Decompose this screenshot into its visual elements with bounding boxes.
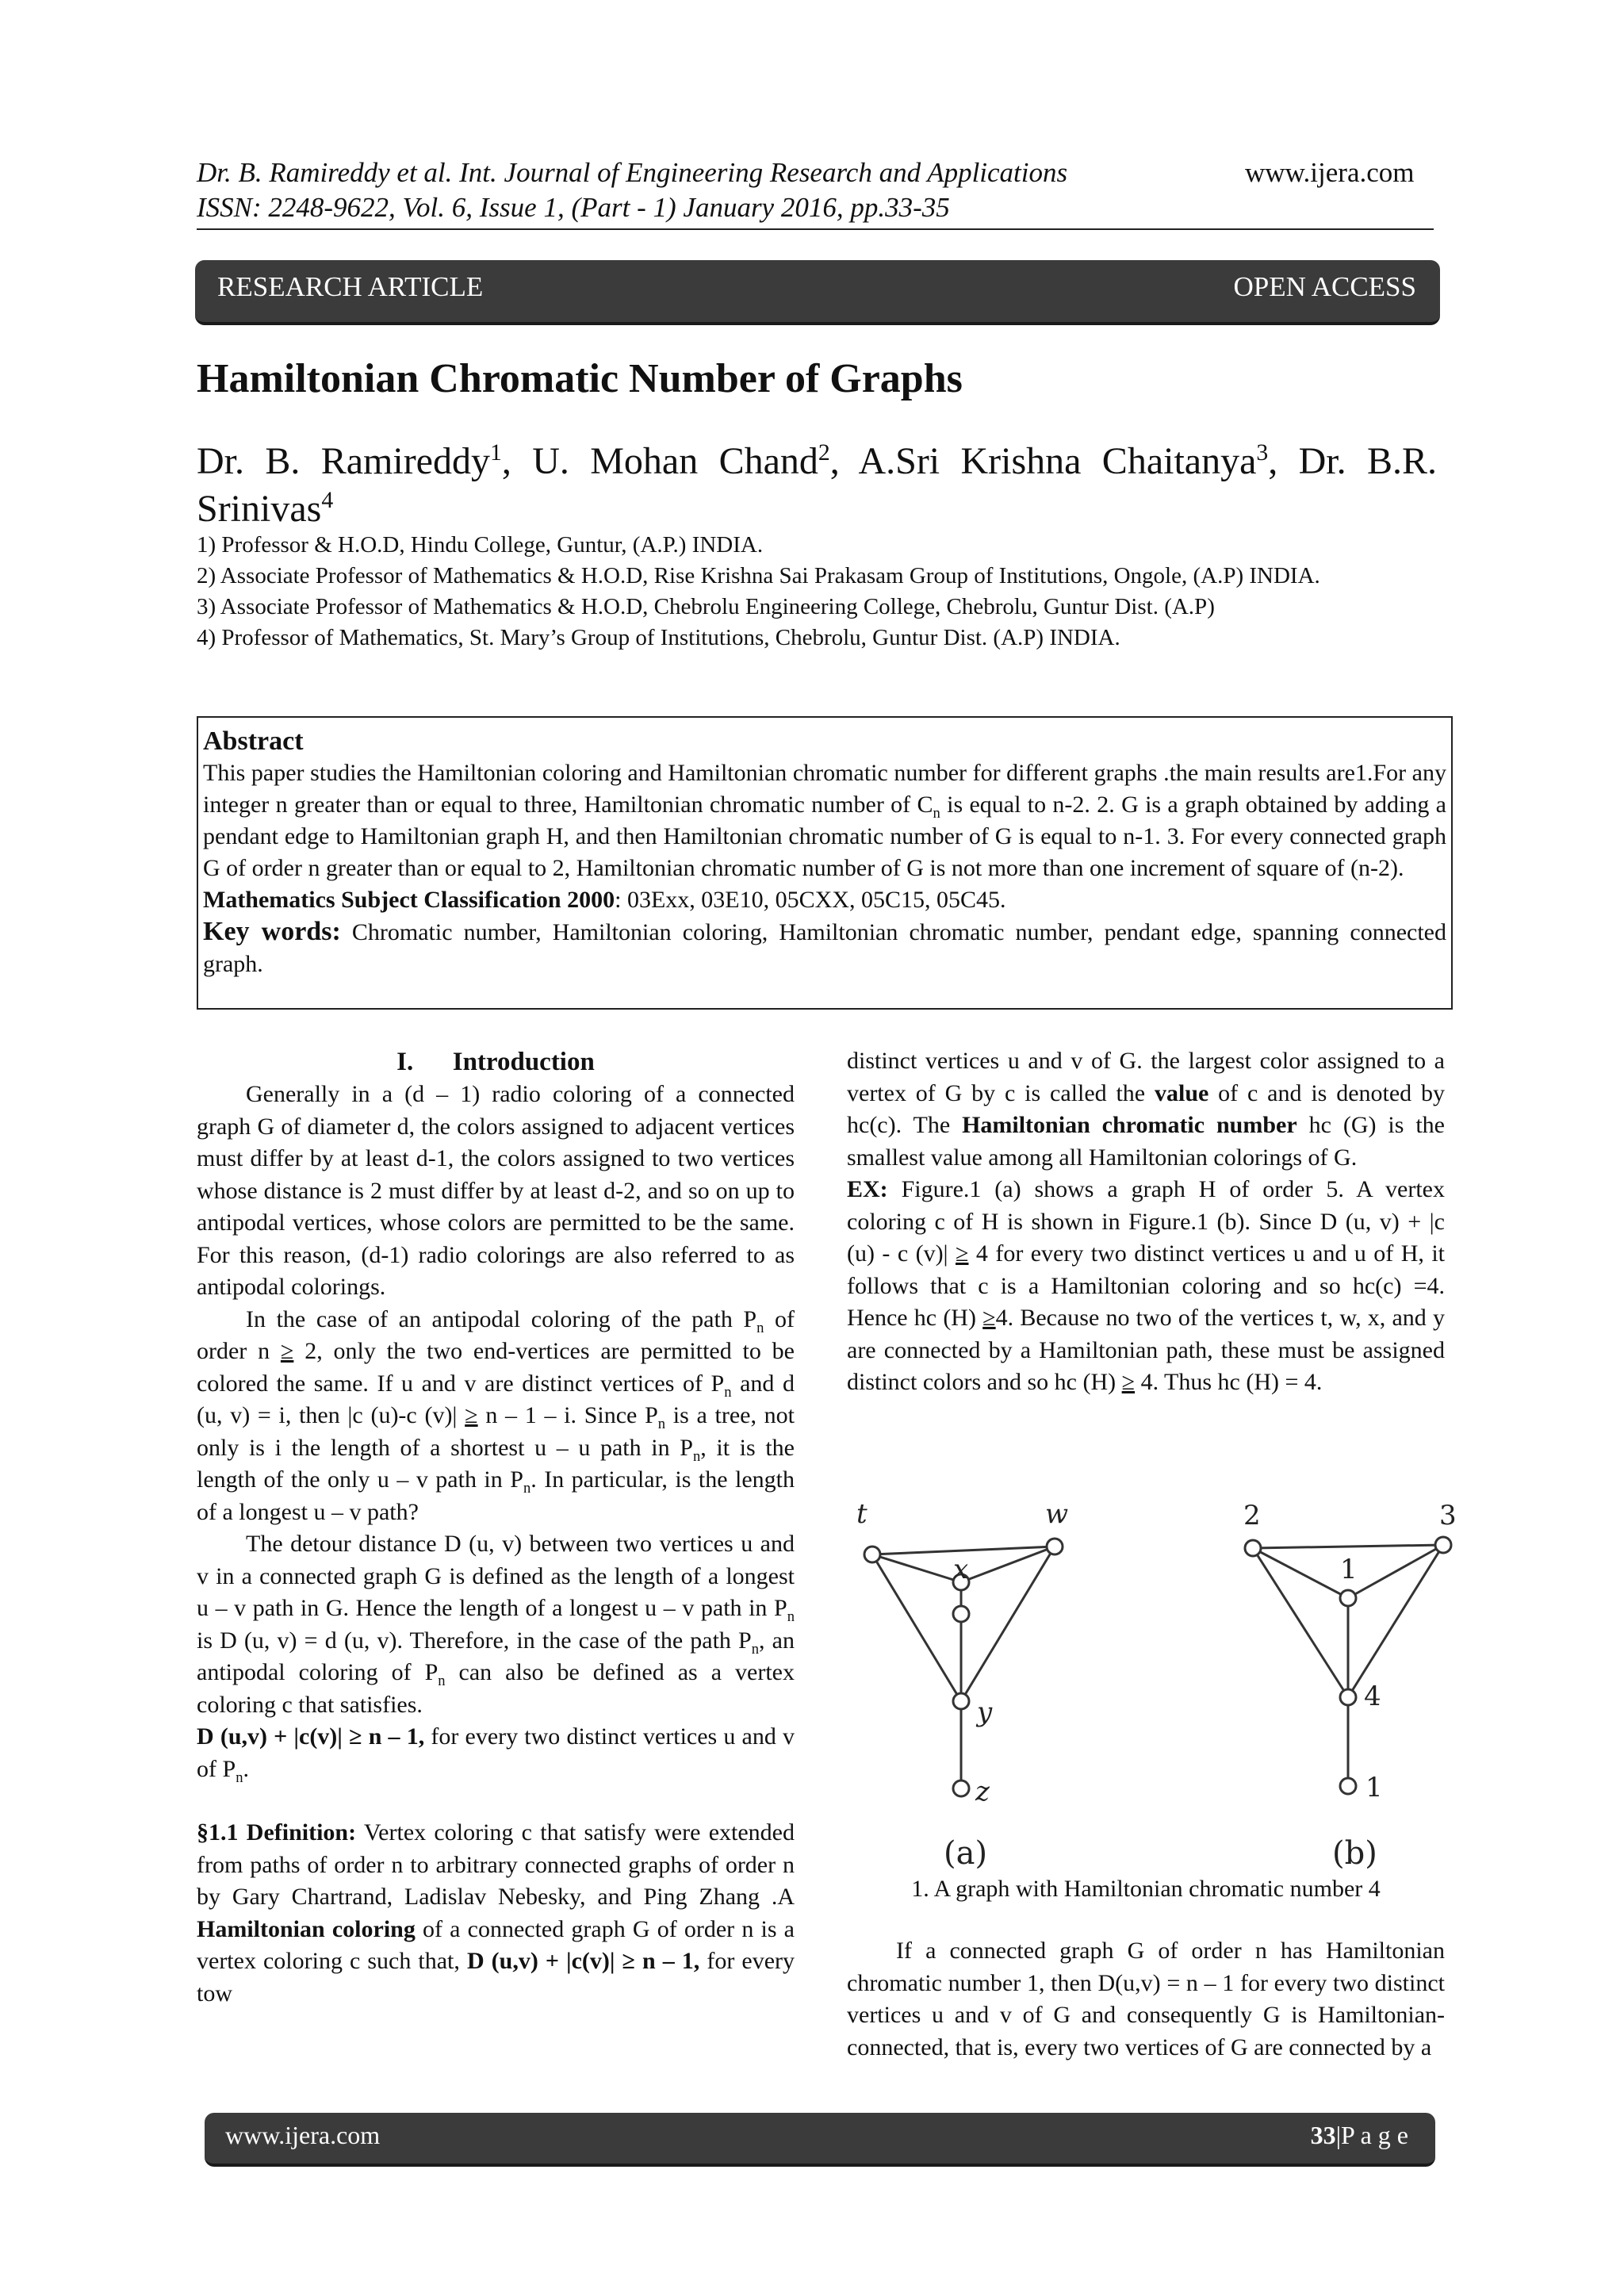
vertex-y (953, 1693, 969, 1709)
hamiltonian-connected-paragraph: If a connected graph G of order n has Hamiltonian chromatic number 1, then D(u,v) = n – 1 for every two distinct vertices u and v of G and consequently G is Hamiltonian-connected, that is, every two vertices of G are connected by a (847, 1938, 1445, 2060)
author-4-sup: 4 (321, 487, 334, 513)
label-b-1-top: 1 (1340, 1554, 1358, 1585)
vertex-b-1-bottom (1340, 1778, 1356, 1794)
author-1: Dr. B. Ramireddy (197, 440, 490, 482)
author-4-surname: Srinivas (197, 488, 322, 530)
keywords-line (203, 916, 1446, 980)
msc-value: : 03Exx, 03E10, 05CXX, 05C15, 05C45. (615, 887, 1006, 913)
subfigure-a-label: (a) (944, 1835, 988, 1872)
vertex-t (864, 1547, 880, 1562)
hamiltonian-definition-cont: distinct vertices u and v of G. the largest color assigned to a vertex of G by c is called the value of c and is denoted by hc(c). The Hamiltonian chromatic number hc (G) is the smallest value among all Hamiltonian colorings of G. (847, 1048, 1446, 1171)
intro-equation: D (u,v) + |c(v)| ≥ n – 1, for every two distinct vertices u and v of $P_n$. (197, 1723, 795, 1786)
affiliations (197, 530, 1437, 654)
vertex-z (953, 1780, 969, 1796)
abstract-box (197, 716, 1453, 1010)
abstract-text (203, 757, 1446, 884)
intro-paragraph-1: Generally in a (d – 1) radio coloring of a connected graph G of diameter d, the colors assigned to adjacent vertices must differ by at least d-1, the colors assigned to two vertices whose distance is 2 must differ by at least d-2, and so on up to antipodal vertices, whose colors are permitted to be the same. For this reason, (d-1) radio colorings are also referred to as antipodal colorings. (197, 1081, 795, 1300)
label-b-2: 2 (1243, 1500, 1261, 1531)
author-2-sup: 2 (818, 439, 830, 466)
label-t: t (856, 1498, 868, 1530)
authors-line1 (197, 438, 1437, 485)
affiliation-4: 4) Professor of Mathematics, St. Mary’s Group of Institutions, Chebrolu, Guntur Dist. (A.P) INDIA. (197, 625, 1120, 650)
header-website: www.ijera.com (1245, 157, 1415, 188)
journal-header-line1: Dr. B. Ramireddy et al. Int. Journal of Engineering Research and Applications (197, 157, 1068, 188)
footer-bar (205, 2113, 1435, 2167)
footer-page (1311, 2121, 1408, 2150)
keywords-label: Key words: (203, 917, 341, 946)
affiliation-3: 3) Associate Professor of Mathematics & H.O.D, Chebrolu Engineering College, Chebrolu, Guntur Dist. (A.P) (197, 594, 1215, 619)
intro-paragraph-3: The detour distance D (u, v) between two vertices u and v in a connected graph G is defined as the length of a longest u – v path in G. Hence the length of a longest u – v path in $P_n$ is D (u, v) = d (u, v). Therefore, in the case of the path $P_n$, an antipodal coloring of $P_n$ can also be defined as a vertex coloring c that satisfies. (197, 1531, 795, 1718)
left-column (197, 1045, 795, 2010)
vertex-b-2 (1245, 1540, 1261, 1556)
label-b-3: 3 (1439, 1500, 1457, 1531)
figure-caption: 1. A graph with Hamiltonian chromatic number 4 (911, 1876, 1381, 1902)
header-rule (197, 228, 1434, 230)
banner-open-access: OPEN ACCESS (1233, 271, 1416, 302)
label-b-1-bottom: 1 (1365, 1772, 1383, 1803)
abstract-text-b: is equal to n-2. 2. G is a graph obtained by adding a pendant edge to Hamiltonian graph H, and then Hamiltonian chromatic number of G is equal to n-1. 3. For every connected graph G of order n greater than or equal to 2, Hamiltonian chromatic number of G is not more than one increment of square of (n-2). (203, 792, 1446, 881)
subfigure-b-label: (b) (1332, 1835, 1377, 1872)
right-column-bottom (847, 1935, 1445, 2064)
label-z: z (975, 1776, 990, 1807)
journal-header-line2: ISSN: 2248-9622, Vol. 6, Issue 1, (Part - 1) January 2016, pp.33-35 (197, 192, 950, 223)
author-3-sup: 3 (1256, 439, 1269, 466)
abstract-text-a: This paper studies the Hamiltonian coloring and Hamiltonian chromatic number for different graphs .the main results are1.For any integer n greater than or equal to three, Hamiltonian chromatic number of C (203, 760, 1446, 818)
keywords-value: Chromatic number, Hamiltonian coloring, Hamiltonian chromatic number, pendant edge, spanning connected graph. (203, 919, 1446, 977)
right-column-top (847, 1045, 1445, 1399)
abstract-sub: n (933, 805, 940, 822)
paper-title: Hamiltonian Chromatic Number of Graphs (197, 356, 963, 401)
abstract-heading: Abstract (203, 726, 304, 756)
intro-paragraph-2: In the case of an antipodal coloring of the path $P_n$ of order n ≥ 2, only the two end-vertices are permitted to be colored the same. If u and v are distinct vertices of $P_n$ and d (u, v) = i, then |c (u)-c (v)| ≥ n – 1 – i. Since $P_n$ is a tree, not only is i the length of a shortest u – u path in $P_n$, it is the length of the only u – v path in $P_n$. In particular, is the length of a longest u – v path? (197, 1305, 795, 1525)
affiliation-2: 2) Associate Professor of Mathematics & H.O.D, Rise Krishna Sai Prakasam Group of Institutions, Ongole, (A.P) INDIA. (197, 563, 1320, 588)
author-4-initials: , Dr. B.R. (1268, 440, 1438, 482)
article-type-banner (195, 260, 1440, 325)
definition-1-1: §1.1 Definition: Vertex coloring c that satisfy were extended from paths of order n to arbitrary connected graphs of order n by Gary Chartrand, Ladislav Nebesky, and Ping Zhang .A Hamiltonian coloring of a connected graph G of order n is a vertex coloring c such that, D (u,v) + |c(v)| ≥ n – 1, for every tow (197, 1819, 795, 2007)
label-y: y (977, 1696, 993, 1728)
author-1-sup: 1 (490, 439, 502, 466)
author-3: , A.Sri Krishna Chaitanya (829, 440, 1257, 482)
author-2: , U. Mohan Chand (501, 440, 818, 482)
vertex-x (953, 1606, 969, 1622)
label-w: w (1045, 1498, 1069, 1530)
affiliation-1: 1) Professor & H.O.D, Hindu College, Guntur, (A.P.) INDIA. (197, 532, 764, 558)
example-paragraph: EX: Figure.1 (a) shows a graph H of order 5. A vertex coloring c of H is shown in Figure.1 (b). Since D (u, v) + |c (u) - c (v)| ≥ 4 for every two distinct vertices u and u of H, it follows that c is a Hamiltonian coloring and so hc(c) =4. Hence hc (H) ≥4. Because no two of the vertices t, w, x, and y are connected by a Hamiltonian path, these must be assigned distinct colors and so hc (H) ≥ 4. Thus hc (H) = 4. (847, 1176, 1445, 1395)
footer-page-word: |P a g e (1335, 2121, 1408, 2149)
figure-1-graphs (841, 1491, 1475, 1888)
msc-label: Mathematics Subject Classification 2000 (203, 887, 615, 913)
label-x: x (953, 1554, 969, 1585)
vertex-b-1-top (1340, 1590, 1356, 1606)
vertex-b-3 (1435, 1537, 1451, 1553)
msc-line (203, 884, 1446, 916)
banner-research-article: RESEARCH ARTICLE (217, 271, 484, 302)
authors-line2 (197, 485, 333, 533)
section-heading-introduction: I. Introduction (396, 1048, 595, 1076)
vertex-w (1047, 1539, 1063, 1554)
graph-b (1243, 1500, 1457, 1872)
vertex-b-4 (1340, 1689, 1356, 1705)
footer-page-number: 33 (1310, 2121, 1336, 2149)
graph-a (856, 1498, 1068, 1872)
footer-website: www.ijera.com (225, 2121, 381, 2149)
label-b-4: 4 (1364, 1681, 1381, 1712)
